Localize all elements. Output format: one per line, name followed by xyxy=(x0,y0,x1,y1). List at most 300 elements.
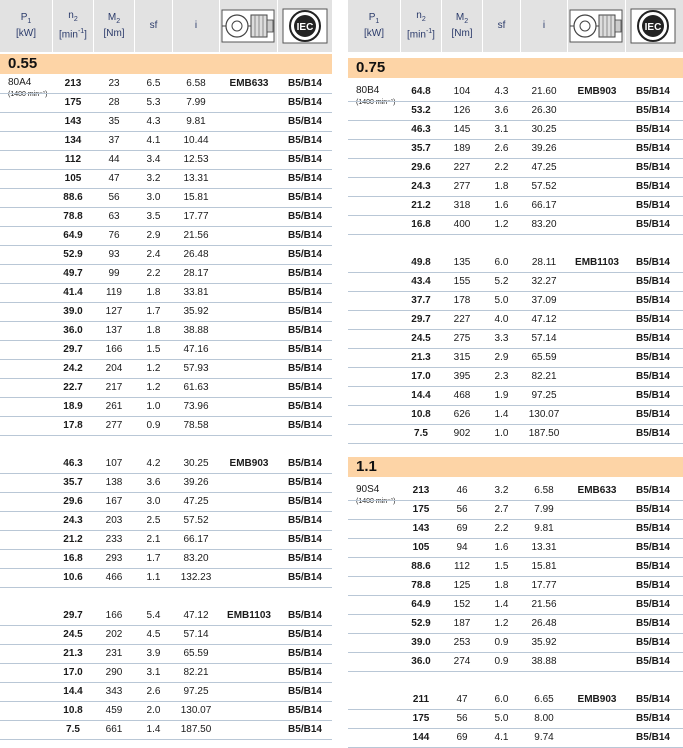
gearbox-motor-icon xyxy=(569,6,623,46)
i-cell: 61.63 xyxy=(183,382,209,393)
sf-cell: 1.4 xyxy=(494,599,509,610)
table-row xyxy=(0,302,332,322)
n2-cell: 175 xyxy=(64,97,82,108)
m2-cell: 902 xyxy=(453,428,471,439)
sf-cell: 6.5 xyxy=(146,78,161,89)
iec-cell: B5/B14 xyxy=(288,629,322,640)
iec-cell: B5/B14 xyxy=(288,363,322,374)
iec-cell: B5/B14 xyxy=(636,523,670,534)
m2-cell: 204 xyxy=(105,363,123,374)
power-band xyxy=(348,457,683,477)
sf-cell: 5.4 xyxy=(146,610,161,621)
sf-cell: 1.8 xyxy=(146,287,161,298)
m2-cell: 76 xyxy=(108,230,120,241)
iec-cell: B5/B14 xyxy=(288,648,322,659)
i-cell: 6.58 xyxy=(186,78,206,89)
i-cell: 35.92 xyxy=(531,637,557,648)
table-row xyxy=(348,272,683,292)
iec-cell: B5/B14 xyxy=(636,86,670,97)
sf-cell: 2.9 xyxy=(146,230,161,241)
sf-cell: 3.0 xyxy=(146,192,161,203)
m2-cell: 126 xyxy=(453,105,471,116)
sf-cell: 0.9 xyxy=(494,637,509,648)
table-row xyxy=(0,112,332,132)
n2-cell: 52.9 xyxy=(411,618,431,629)
i-cell: 32.27 xyxy=(531,276,557,287)
m2-cell: 318 xyxy=(453,200,471,211)
m2-cell: 217 xyxy=(105,382,123,393)
table-row xyxy=(348,82,683,102)
sf-cell: 3.6 xyxy=(146,477,161,488)
table-row xyxy=(0,378,332,398)
iec-cell: B5/B14 xyxy=(288,78,322,89)
m2-cell: 231 xyxy=(105,648,123,659)
iec-cell: B5/B14 xyxy=(636,257,670,268)
m2-cell: 107 xyxy=(105,458,123,469)
m2-cell: 37 xyxy=(108,135,120,146)
n2-cell: 24.2 xyxy=(63,363,83,374)
table-row xyxy=(0,321,332,341)
svg-text:IEC: IEC xyxy=(644,22,662,33)
i-cell: 47.12 xyxy=(531,314,557,325)
i-cell: 15.81 xyxy=(531,561,557,572)
sf-cell: 1.1 xyxy=(146,572,161,583)
iec-cell: B5/B14 xyxy=(288,686,322,697)
iec-cell: B5/B14 xyxy=(288,610,322,621)
i-cell: 26.48 xyxy=(183,249,209,260)
iec-cell: B5/B14 xyxy=(636,713,670,724)
sf-cell: 6.0 xyxy=(494,694,509,705)
n2-cell: 105 xyxy=(64,173,82,184)
sf-cell: 1.0 xyxy=(494,428,509,439)
m2-cell: 466 xyxy=(105,572,123,583)
sf-cell: 2.9 xyxy=(494,352,509,363)
header-p1: $P_1$ [kW] xyxy=(16,12,36,39)
m2-cell: 275 xyxy=(453,333,471,344)
motor-type: 90S4 (1400 min⁻¹) xyxy=(356,484,396,505)
m2-cell: 155 xyxy=(453,276,471,287)
sf-cell: 2.7 xyxy=(494,504,509,515)
m2-cell: 253 xyxy=(453,637,471,648)
m2-cell: 23 xyxy=(108,78,120,89)
n2-cell: 22.7 xyxy=(63,382,83,393)
m2-cell: 233 xyxy=(105,534,123,545)
n2-cell: 16.8 xyxy=(411,219,431,230)
sf-cell: 1.2 xyxy=(146,382,161,393)
i-cell: 15.81 xyxy=(183,192,209,203)
table-row xyxy=(348,728,683,748)
n2-cell: 7.5 xyxy=(66,724,80,735)
sf-cell: 1.6 xyxy=(494,542,509,553)
sf-cell: 3.0 xyxy=(146,496,161,507)
m2-cell: 125 xyxy=(453,580,471,591)
table-row xyxy=(0,245,332,265)
iec-badge-icon xyxy=(630,6,676,46)
iec-cell: B5/B14 xyxy=(288,173,322,184)
sf-cell: 5.3 xyxy=(146,97,161,108)
m2-cell: 395 xyxy=(453,371,471,382)
n2-cell: 36.0 xyxy=(63,325,83,336)
i-cell: 83.20 xyxy=(531,219,557,230)
i-cell: 13.31 xyxy=(531,542,557,553)
m2-cell: 468 xyxy=(453,390,471,401)
sf-cell: 1.8 xyxy=(146,325,161,336)
n2-cell: 88.6 xyxy=(411,561,431,572)
table-row xyxy=(348,177,683,197)
i-cell: 65.59 xyxy=(531,352,557,363)
sf-cell: 1.5 xyxy=(146,344,161,355)
n2-cell: 49.7 xyxy=(63,268,83,279)
sf-cell: 0.9 xyxy=(494,656,509,667)
n2-cell: 175 xyxy=(412,713,430,724)
power-value: 0.55 xyxy=(8,55,38,72)
sf-cell: 0.9 xyxy=(146,420,161,431)
n2-cell: 18.9 xyxy=(63,401,83,412)
n2-cell: 17.8 xyxy=(63,420,83,431)
n2-cell: 46.3 xyxy=(63,458,83,469)
table-row xyxy=(0,720,332,740)
iec-cell: B5/B14 xyxy=(288,724,322,735)
sf-cell: 1.2 xyxy=(494,618,509,629)
table-row xyxy=(0,682,332,702)
iec-cell: B5/B14 xyxy=(288,496,322,507)
table-row xyxy=(348,158,683,178)
header-p1: $P_1$ [kW] xyxy=(364,12,384,39)
n2-cell: 64.8 xyxy=(411,86,431,97)
table-row xyxy=(0,625,332,645)
m2-cell: 274 xyxy=(453,656,471,667)
iec-cell: B5/B14 xyxy=(636,200,670,211)
table-row xyxy=(348,405,683,425)
iec-cell: B5/B14 xyxy=(636,162,670,173)
i-cell: 21.56 xyxy=(183,230,209,241)
m2-cell: 203 xyxy=(105,515,123,526)
iec-cell: B5/B14 xyxy=(288,572,322,583)
right-rows xyxy=(348,52,683,747)
sf-cell: 1.8 xyxy=(494,580,509,591)
table-row xyxy=(0,283,332,303)
n2-cell: 143 xyxy=(64,116,82,127)
n2-cell: 213 xyxy=(412,485,430,496)
n2-cell: 16.8 xyxy=(63,553,83,564)
m2-cell: 127 xyxy=(105,306,123,317)
i-cell: 26.48 xyxy=(531,618,557,629)
i-cell: 82.21 xyxy=(183,667,209,678)
n2-cell: 29.7 xyxy=(63,344,83,355)
i-cell: 130.07 xyxy=(180,705,212,716)
i-cell: 57.14 xyxy=(531,333,557,344)
table-header-right xyxy=(348,0,683,52)
table-row xyxy=(348,690,683,710)
header-n2: $n_2$ $[\min^{-1}]$ xyxy=(59,10,87,41)
table-row xyxy=(348,519,683,539)
sf-cell: 1.6 xyxy=(494,200,509,211)
left-column xyxy=(0,0,332,739)
table-row xyxy=(0,226,332,246)
n2-cell: 53.2 xyxy=(411,105,431,116)
m2-cell: 167 xyxy=(105,496,123,507)
sf-cell: 3.1 xyxy=(146,667,161,678)
m2-cell: 56 xyxy=(108,192,120,203)
svg-text:IEC: IEC xyxy=(296,22,314,33)
header-sf: sf xyxy=(497,20,506,31)
i-cell: 97.25 xyxy=(183,686,209,697)
table-row xyxy=(348,329,683,349)
table-row xyxy=(0,568,332,588)
i-cell: 47.25 xyxy=(183,496,209,507)
power-value: 1.1 xyxy=(356,458,377,475)
iec-cell: B5/B14 xyxy=(288,477,322,488)
iec-cell: B5/B14 xyxy=(636,124,670,135)
iec-cell: B5/B14 xyxy=(288,154,322,165)
m2-cell: 166 xyxy=(105,344,123,355)
iec-cell: B5/B14 xyxy=(288,249,322,260)
sf-cell: 3.9 xyxy=(146,648,161,659)
iec-cell: B5/B14 xyxy=(288,287,322,298)
emb-model: EMB633 xyxy=(577,485,617,496)
sf-cell: 4.0 xyxy=(494,314,509,325)
m2-cell: 315 xyxy=(453,352,471,363)
iec-cell: B5/B14 xyxy=(636,656,670,667)
m2-cell: 137 xyxy=(105,325,123,336)
table-row xyxy=(0,473,332,493)
i-cell: 6.58 xyxy=(534,485,554,496)
right-column xyxy=(348,0,683,747)
sf-cell: 2.0 xyxy=(146,705,161,716)
i-cell: 17.77 xyxy=(531,580,557,591)
iec-cell: B5/B14 xyxy=(288,534,322,545)
table-row xyxy=(0,264,332,284)
sf-cell: 1.7 xyxy=(146,553,161,564)
i-cell: 47.16 xyxy=(183,344,209,355)
n2-cell: 21.3 xyxy=(411,352,431,363)
m2-cell: 93 xyxy=(108,249,120,260)
table-row xyxy=(348,139,683,159)
i-cell: 47.12 xyxy=(183,610,209,621)
iec-cell: B5/B14 xyxy=(636,105,670,116)
iec-cell: B5/B14 xyxy=(288,420,322,431)
m2-cell: 290 xyxy=(105,667,123,678)
table-row xyxy=(0,454,332,474)
sf-cell: 4.1 xyxy=(494,732,509,743)
table-row xyxy=(0,511,332,531)
n2-cell: 7.5 xyxy=(414,428,428,439)
header-n2: $n_2$ $[\min^{-1}]$ xyxy=(407,10,435,41)
n2-cell: 64.9 xyxy=(63,230,83,241)
header-m2: $M_2$ [Nm] xyxy=(451,12,473,39)
table-row xyxy=(0,549,332,569)
i-cell: 9.74 xyxy=(534,732,554,743)
table-row xyxy=(348,424,683,444)
n2-cell: 105 xyxy=(412,542,430,553)
n2-cell: 175 xyxy=(412,504,430,515)
m2-cell: 35 xyxy=(108,116,120,127)
iec-cell: B5/B14 xyxy=(636,219,670,230)
header-m2: $M_2$ [Nm] xyxy=(103,12,125,39)
table-row xyxy=(348,348,683,368)
n2-cell: 24.5 xyxy=(63,629,83,640)
iec-cell: B5/B14 xyxy=(636,390,670,401)
sf-cell: 3.6 xyxy=(494,105,509,116)
sf-cell: 3.5 xyxy=(146,211,161,222)
n2-cell: 64.9 xyxy=(411,599,431,610)
iec-cell: B5/B14 xyxy=(288,192,322,203)
iec-cell: B5/B14 xyxy=(288,211,322,222)
table-row xyxy=(348,576,683,596)
iec-cell: B5/B14 xyxy=(636,314,670,325)
m2-cell: 99 xyxy=(108,268,120,279)
n2-cell: 144 xyxy=(412,732,430,743)
i-cell: 7.99 xyxy=(534,504,554,515)
emb-model: EMB903 xyxy=(577,694,617,705)
n2-cell: 39.0 xyxy=(63,306,83,317)
sf-cell: 6.0 xyxy=(494,257,509,268)
iec-cell: B5/B14 xyxy=(288,306,322,317)
sf-cell: 4.3 xyxy=(146,116,161,127)
table-row xyxy=(0,492,332,512)
table-row xyxy=(0,606,332,626)
table-row xyxy=(0,150,332,170)
iec-cell: B5/B14 xyxy=(288,401,322,412)
i-cell: 82.21 xyxy=(531,371,557,382)
m2-cell: 261 xyxy=(105,401,123,412)
sf-cell: 5.0 xyxy=(494,713,509,724)
m2-cell: 69 xyxy=(456,523,468,534)
n2-cell: 46.3 xyxy=(411,124,431,135)
i-cell: 57.93 xyxy=(183,363,209,374)
i-cell: 187.50 xyxy=(180,724,212,735)
sf-cell: 3.3 xyxy=(494,333,509,344)
sf-cell: 1.5 xyxy=(494,561,509,572)
table-row xyxy=(0,74,332,94)
iec-cell: B5/B14 xyxy=(636,561,670,572)
emb-model: EMB903 xyxy=(577,86,617,97)
sf-cell: 4.1 xyxy=(146,135,161,146)
m2-cell: 28 xyxy=(108,97,120,108)
sf-cell: 2.2 xyxy=(494,162,509,173)
table-row xyxy=(348,538,683,558)
i-cell: 57.14 xyxy=(183,629,209,640)
m2-cell: 189 xyxy=(453,143,471,154)
iec-cell: B5/B14 xyxy=(288,458,322,469)
i-cell: 9.81 xyxy=(186,116,206,127)
n2-cell: 29.7 xyxy=(411,314,431,325)
m2-cell: 459 xyxy=(105,705,123,716)
n2-cell: 35.7 xyxy=(411,143,431,154)
m2-cell: 119 xyxy=(106,287,122,298)
iec-cell: B5/B14 xyxy=(636,181,670,192)
table-row xyxy=(0,93,332,113)
i-cell: 97.25 xyxy=(531,390,557,401)
iec-cell: B5/B14 xyxy=(636,428,670,439)
iec-cell: B5/B14 xyxy=(288,667,322,678)
n2-cell: 24.5 xyxy=(411,333,431,344)
m2-cell: 56 xyxy=(456,713,468,724)
sf-cell: 1.0 xyxy=(146,401,161,412)
iec-cell: B5/B14 xyxy=(636,542,670,553)
i-cell: 73.96 xyxy=(183,401,209,412)
iec-cell: B5/B14 xyxy=(288,705,322,716)
n2-cell: 29.7 xyxy=(63,610,83,621)
table-row xyxy=(348,633,683,653)
table-row xyxy=(0,701,332,721)
i-cell: 37.09 xyxy=(531,295,557,306)
m2-cell: 69 xyxy=(456,732,468,743)
table-row xyxy=(348,367,683,387)
sf-cell: 2.6 xyxy=(146,686,161,697)
iec-cell: B5/B14 xyxy=(636,371,670,382)
sf-cell: 4.3 xyxy=(494,86,509,97)
i-cell: 28.17 xyxy=(183,268,209,279)
i-cell: 26.30 xyxy=(531,105,557,116)
n2-cell: 35.7 xyxy=(63,477,83,488)
i-cell: 39.26 xyxy=(183,477,209,488)
m2-cell: 47 xyxy=(456,694,468,705)
m2-cell: 277 xyxy=(105,420,123,431)
sf-cell: 2.2 xyxy=(146,268,161,279)
m2-cell: 661 xyxy=(105,724,123,735)
sf-cell: 1.4 xyxy=(494,409,509,420)
motor-type: 80A4 (1400 min⁻¹) xyxy=(8,77,48,98)
table-row xyxy=(0,663,332,683)
n2-cell: 21.2 xyxy=(411,200,431,211)
i-cell: 21.60 xyxy=(531,86,557,97)
i-cell: 12.53 xyxy=(183,154,209,165)
table-row xyxy=(0,644,332,664)
sf-cell: 4.2 xyxy=(146,458,161,469)
iec-cell: B5/B14 xyxy=(636,618,670,629)
table-row xyxy=(0,131,332,151)
n2-cell: 143 xyxy=(412,523,430,534)
m2-cell: 135 xyxy=(453,257,471,268)
i-cell: 57.52 xyxy=(183,515,209,526)
iec-cell: B5/B14 xyxy=(636,409,670,420)
i-cell: 30.25 xyxy=(531,124,557,135)
iec-cell: B5/B14 xyxy=(288,230,322,241)
m2-cell: 56 xyxy=(456,504,468,515)
emb-model: EMB903 xyxy=(229,458,269,469)
n2-cell: 43.4 xyxy=(411,276,431,287)
iec-badge-icon xyxy=(282,6,328,46)
i-cell: 33.81 xyxy=(183,287,209,298)
sf-cell: 5.2 xyxy=(494,276,509,287)
header-i: i xyxy=(194,20,198,31)
m2-cell: 145 xyxy=(453,124,471,135)
i-cell: 132.23 xyxy=(180,572,212,583)
sf-cell: 1.9 xyxy=(494,390,509,401)
i-cell: 65.59 xyxy=(183,648,209,659)
iec-cell: B5/B14 xyxy=(288,97,322,108)
table-row xyxy=(348,557,683,577)
m2-cell: 277 xyxy=(453,181,471,192)
sf-cell: 1.4 xyxy=(146,724,161,735)
sf-cell: 1.8 xyxy=(494,181,509,192)
m2-cell: 46 xyxy=(456,485,468,496)
power-band-left xyxy=(0,54,332,74)
n2-cell: 17.0 xyxy=(63,667,83,678)
i-cell: 30.25 xyxy=(183,458,209,469)
iec-cell: B5/B14 xyxy=(288,382,322,393)
table-row xyxy=(348,253,683,273)
sf-cell: 2.5 xyxy=(146,515,161,526)
sf-cell: 3.4 xyxy=(146,154,161,165)
sf-cell: 2.1 xyxy=(146,534,161,545)
table-row xyxy=(0,416,332,436)
n2-cell: 21.3 xyxy=(63,648,83,659)
m2-cell: 44 xyxy=(108,154,120,165)
n2-cell: 24.3 xyxy=(63,515,83,526)
m2-cell: 227 xyxy=(453,314,471,325)
